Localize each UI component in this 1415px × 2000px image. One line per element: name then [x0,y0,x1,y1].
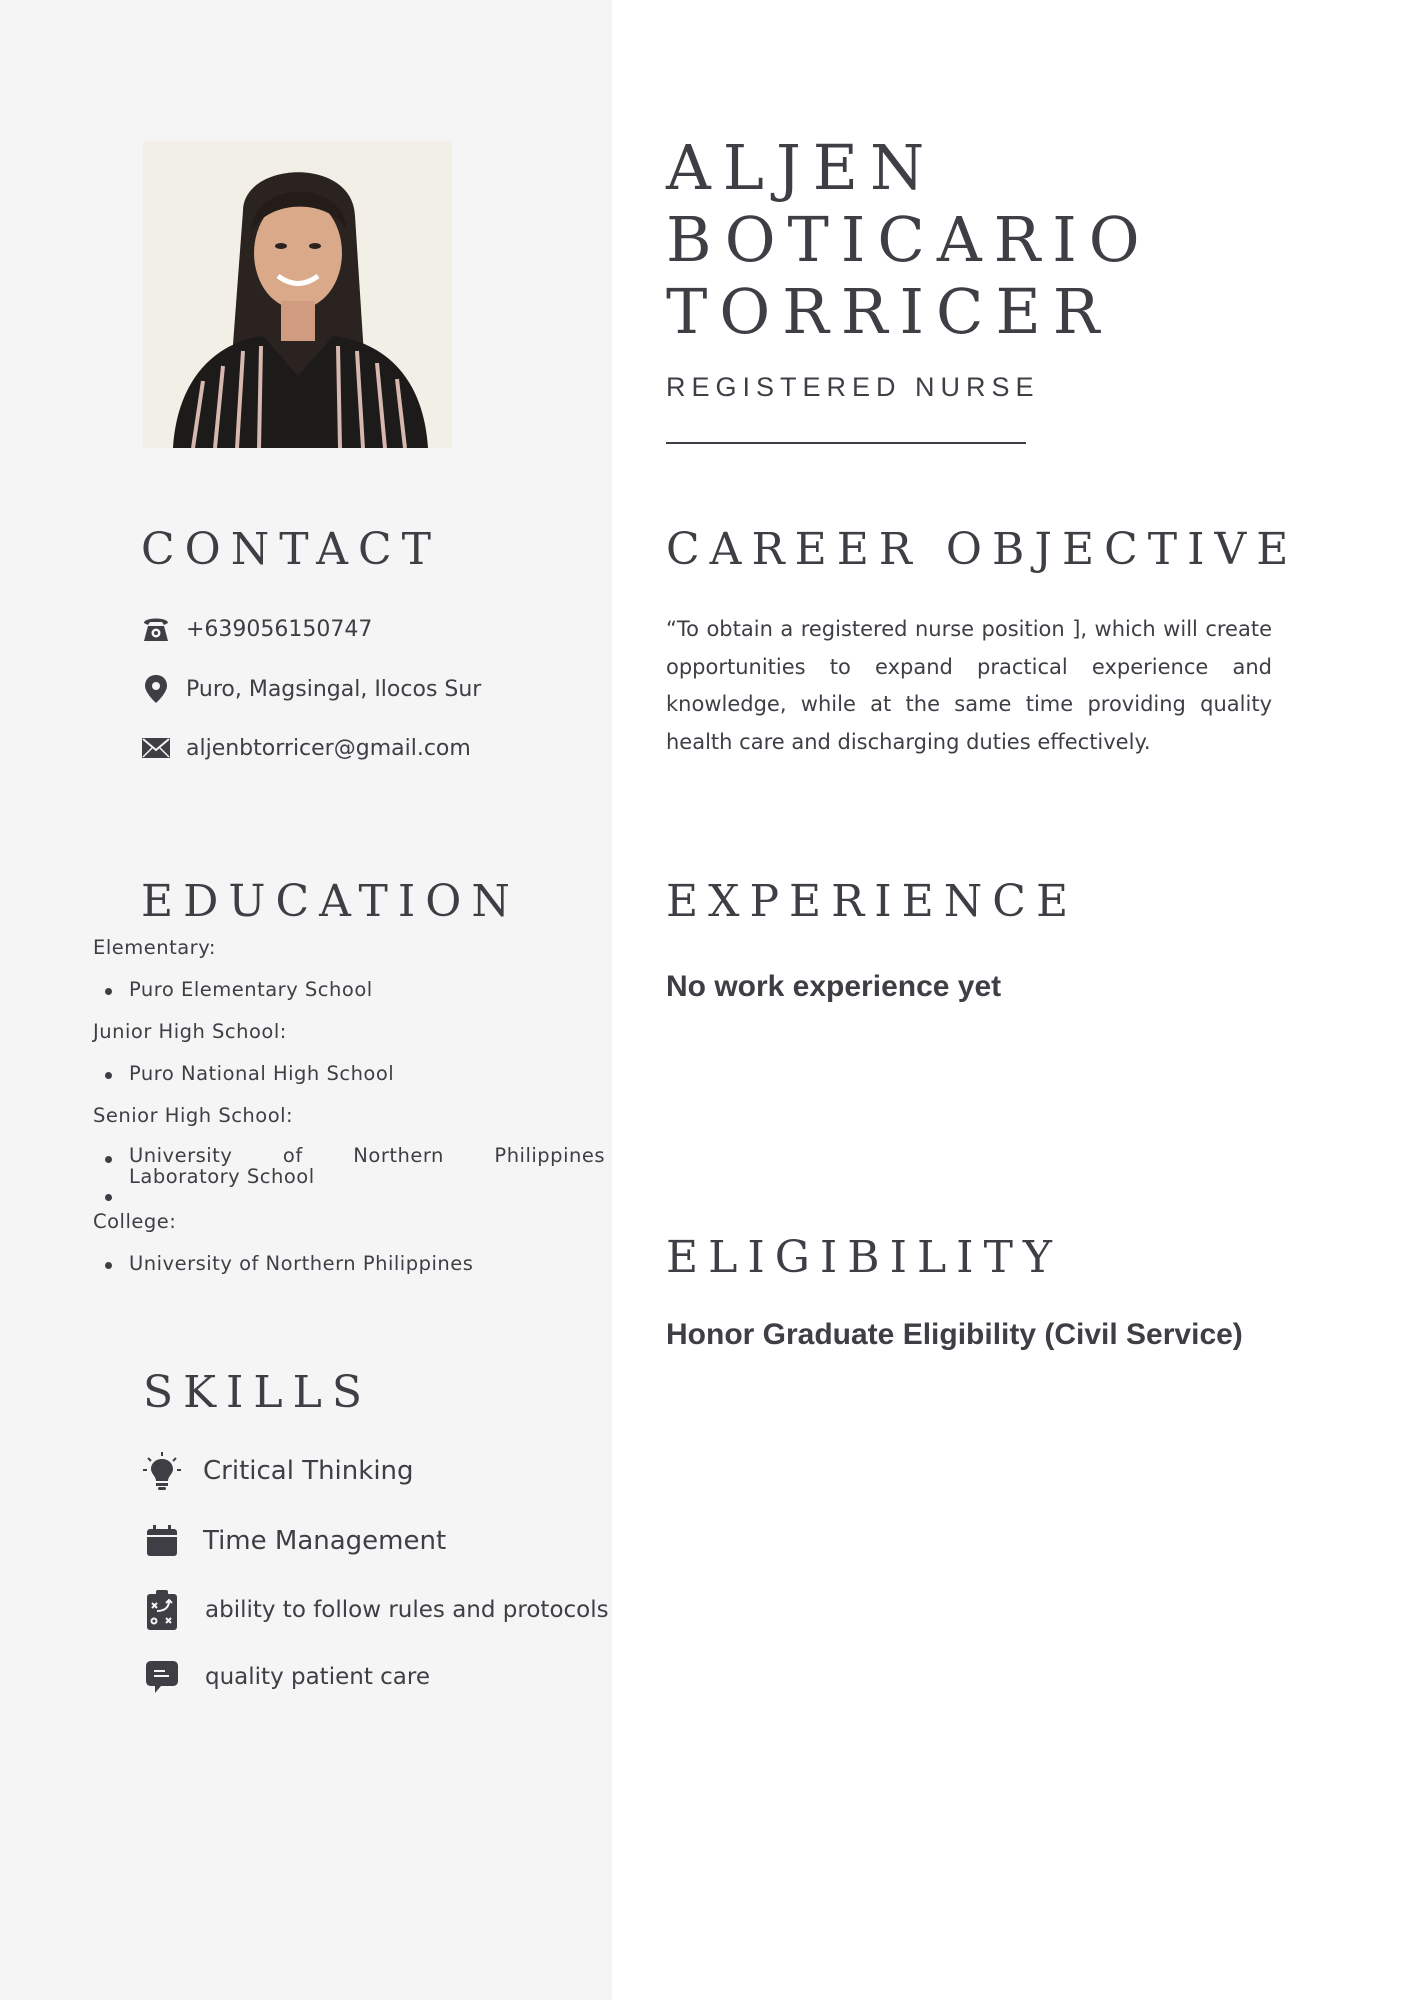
name-line-3: TORRICER [666,275,1112,348]
empty-list-item [93,1187,605,1209]
skill-label: Critical Thinking [203,1456,414,1486]
skill-item [140,1449,414,1493]
career-objective-heading: CAREER OBJECTIVE [666,524,1299,575]
skill-item [140,1655,430,1699]
title-divider [666,442,1026,444]
skill-item [140,1588,609,1632]
contact-address [141,671,481,707]
skill-label: quality patient care [205,1664,430,1690]
education-level: Elementary: [93,936,216,959]
eligibility-text: Honor Graduate Eligibility (Civil Service) [666,1318,1243,1351]
lightbulb-icon [140,1449,184,1493]
profile-photo [143,141,452,448]
skill-label: ability to follow rules and protocols [205,1597,609,1623]
contact-phone [141,611,372,647]
education-heading: EDUCATION [141,876,520,927]
skill-item [140,1519,446,1563]
eligibility-heading: ELIGIBILITY [666,1232,1062,1283]
education-list [93,935,605,1293]
envelope-icon [141,733,171,763]
clipboard-strategy-icon [140,1588,184,1632]
telephone-icon [141,614,171,644]
experience-heading: EXPERIENCE [666,876,1079,927]
school-item: Puro Elementary School [93,977,605,1019]
education-level: Junior High School: [93,1020,287,1043]
address-text: Puro, Magsingal, Ilocos Sur [186,676,482,702]
education-level: Senior High School: [93,1104,294,1127]
name-line-2: BOTICARIO [666,203,1152,276]
name-line-1: ALJEN [666,131,937,204]
school-item-line-2: Laboratory School [129,1165,315,1188]
skills-heading: SKILLS [143,1367,372,1418]
school-item: University of Northern Philippines [93,1251,605,1293]
location-pin-icon [141,674,171,704]
job-title: REGISTERED NURSE [666,372,1040,402]
education-level: College: [93,1210,177,1233]
calendar-icon [140,1519,184,1563]
speech-bubble-icon [140,1655,184,1699]
school-item-line-1: University of Northern Philippines [129,1144,605,1167]
contact-email [141,730,471,766]
full-name [666,132,1366,348]
experience-text: No work experience yet [666,970,1002,1003]
career-objective-text: “To obtain a registered nurse position ], which will create opportunities to expand practical experience and knowledge, while at the same time providing quality health care and discharging duties effectively. [666,617,1272,754]
skill-label: Time Management [203,1526,447,1556]
phone-number: +639056150747 [186,616,373,642]
school-item: Puro National High School [93,1061,605,1103]
school-item [93,1145,605,1187]
email-address: aljenbtorricer@gmail.com [186,735,471,761]
contact-heading: CONTACT [141,524,441,575]
